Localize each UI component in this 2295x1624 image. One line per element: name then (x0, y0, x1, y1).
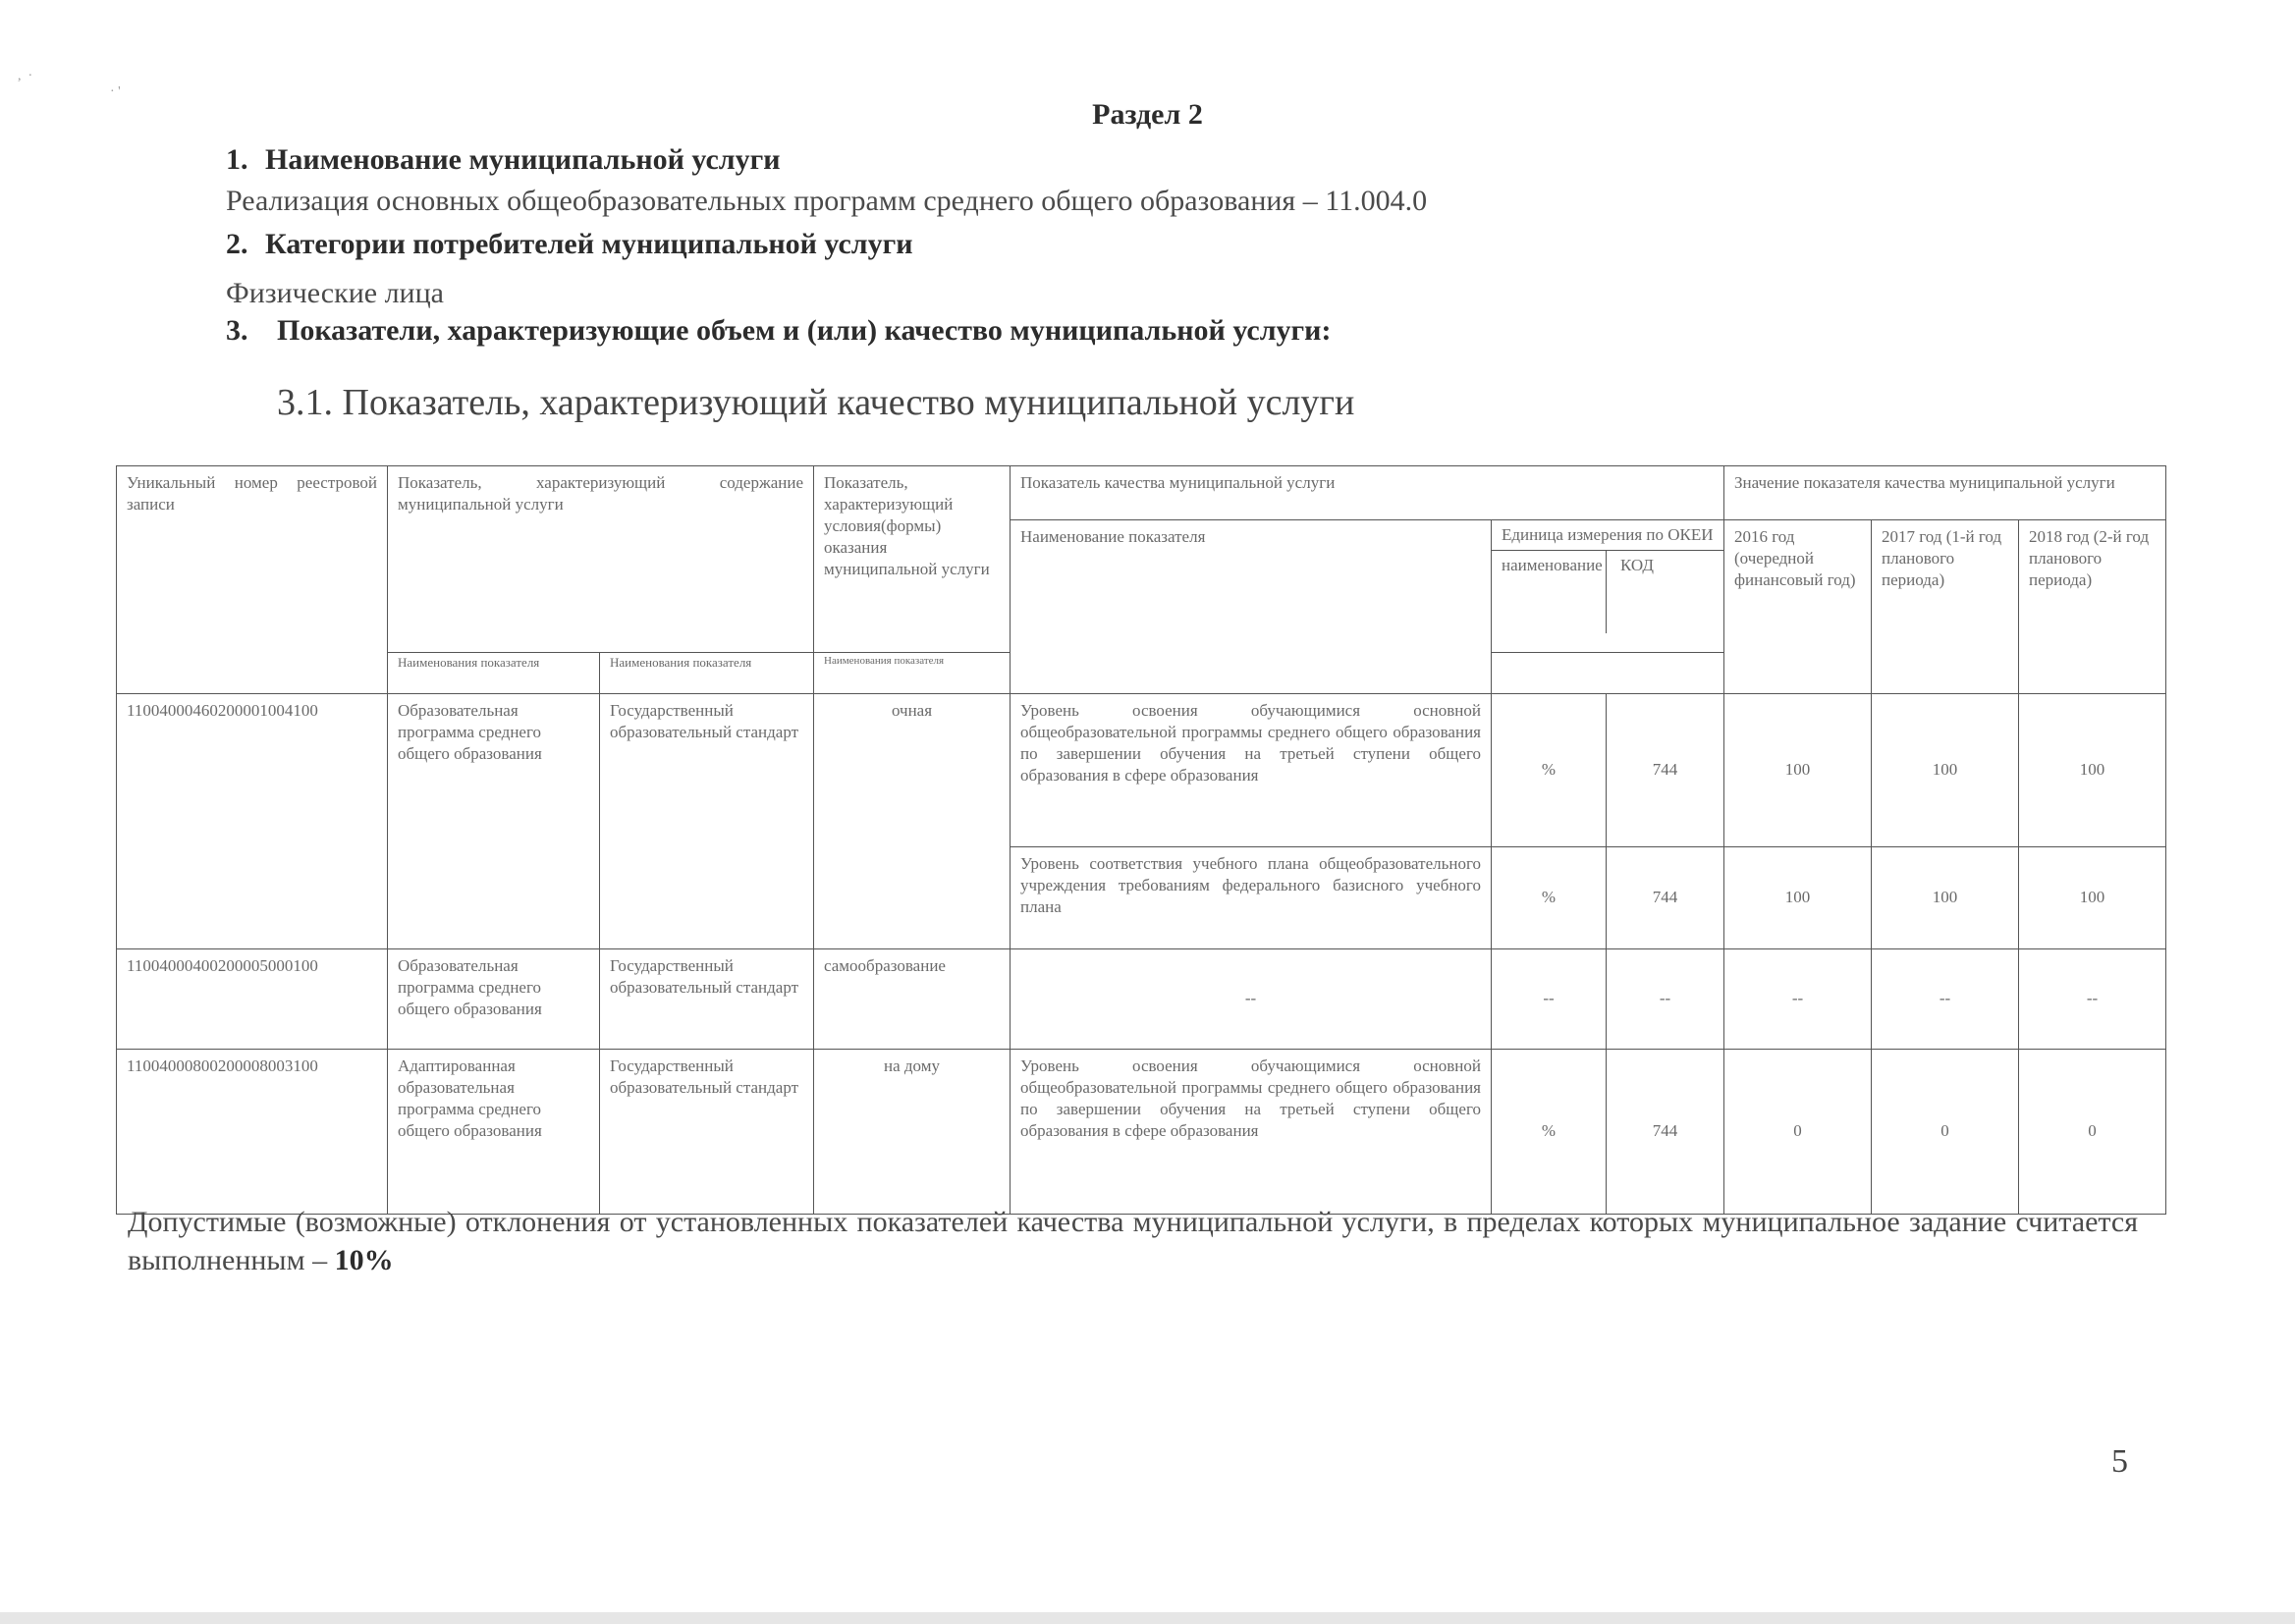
header-unit-okei: Единица измерения по ОКЕИ (1492, 520, 1723, 551)
header-quality-value: Значение показателя качества муниципальной услуги (1724, 466, 2166, 520)
scan-edge (0, 1612, 2295, 1624)
registry-number: 11004000460200001004100 (117, 694, 388, 949)
value-2018: 100 (2019, 847, 2166, 949)
indicator-name: Уровень освоения обучающимися основной общеобразовательной программы среднего общего образования по завершении обучения на третьей ступени общего образования в сфере образования (1011, 694, 1492, 847)
value-2018: -- (2019, 949, 2166, 1050)
indicator-name: Уровень освоения обучающимися основной общеобразовательной программы среднего общего образования по завершении обучения на третьей ступени общего образования в сфере образования (1011, 1050, 1492, 1215)
item-number: 2. (226, 228, 248, 260)
form-name: очная (814, 694, 1011, 949)
value-2017: 0 (1872, 1050, 2019, 1215)
quality-indicators-table (116, 465, 2166, 1215)
item-title: Наименование муниципальной услуги (265, 143, 781, 176)
header-unit-group (1492, 520, 1724, 653)
standard-name: Государственный образовательный стандарт (600, 1050, 814, 1215)
unit-name: % (1492, 847, 1607, 949)
deviation-value: 10% (334, 1244, 394, 1276)
item-number: 1. (226, 143, 248, 176)
item-3-heading (226, 314, 1331, 348)
value-2018: 0 (2019, 1050, 2166, 1215)
header-content-indicator: Показатель, характеризующий содержание муниципальной услуги (388, 466, 814, 653)
deviation-note (128, 1203, 2138, 1279)
table-row (117, 949, 2166, 1050)
header-year-2018: 2018 год (2-й год планового периода) (2019, 520, 2166, 694)
program-name: Адаптированная образовательная программа среднего общего образования (388, 1050, 600, 1215)
value-2016: 100 (1724, 847, 1872, 949)
form-name: на дому (814, 1050, 1011, 1215)
value-2016: -- (1724, 949, 1872, 1050)
indicator-name: Уровень соответствия учебного плана общеобразовательного учреждения требованиям федерального базисного учебного плана (1011, 847, 1492, 949)
value-2017: -- (1872, 949, 2019, 1050)
consumer-category: Физические лица (226, 277, 444, 309)
header-sub-name-2: Наименования показателя (600, 653, 814, 694)
table-row (117, 1050, 2166, 1215)
header-unit-name: наименование (1492, 551, 1607, 633)
unit-code: 744 (1607, 1050, 1724, 1215)
header-sub-name-1: Наименования показателя (388, 653, 600, 694)
unit-code: 744 (1607, 847, 1724, 949)
table-row (117, 694, 2166, 847)
indicator-name: -- (1011, 949, 1492, 1050)
header-indicator-name: Наименование показателя (1011, 520, 1492, 694)
item-title: Показатели, характеризующие объем и (или) качество муниципальной услуги: (277, 314, 1332, 347)
unit-name: -- (1492, 949, 1607, 1050)
header-unit-subcols (1492, 551, 1723, 633)
program-name: Образовательная программа среднего общего образования (388, 694, 600, 949)
header-year-2016: 2016 год (очередной финансовый год) (1724, 520, 1872, 694)
item-1-heading (226, 143, 781, 177)
page-number: 5 (2111, 1443, 2128, 1480)
unit-name: % (1492, 694, 1607, 847)
form-name: самообразование (814, 949, 1011, 1050)
value-2018: 100 (2019, 694, 2166, 847)
header-quality-indicator: Показатель качества муниципальной услуги (1011, 466, 1724, 520)
standard-name: Государственный образовательный стандарт (600, 949, 814, 1050)
scan-artifact: , · (18, 69, 33, 83)
header-year-2017: 2017 год (1-й год планового периода) (1872, 520, 2019, 694)
registry-number: 11004000400200005000100 (117, 949, 388, 1050)
header-unit-spacer (1492, 653, 1724, 694)
header-unique-number: Уникальный номер реестровой записи (117, 466, 388, 694)
unit-code: -- (1607, 949, 1724, 1050)
deviation-text: Допустимые (возможные) отклонения от установленных показателей качества муниципальной услуги, в пределах которых муниципальное задание считается выполненным – (128, 1206, 2138, 1276)
item-number: 3. (226, 314, 248, 347)
scan-artifact: · ' (110, 84, 121, 99)
item-title: Категории потребителей муниципальной услуги (265, 228, 913, 260)
subsection-title: 3.1. Показатель, характеризующий качество муниципальной услуги (277, 382, 1355, 423)
value-2017: 100 (1872, 847, 2019, 949)
section-title: Раздел 2 (1092, 98, 1203, 131)
unit-code: 744 (1607, 694, 1724, 847)
standard-name: Государственный образовательный стандарт (600, 694, 814, 949)
program-name: Образовательная программа среднего общего образования (388, 949, 600, 1050)
value-2016: 0 (1724, 1050, 1872, 1215)
header-unit-code: КОД (1620, 556, 1654, 575)
value-2016: 100 (1724, 694, 1872, 847)
header-row (117, 466, 2166, 520)
header-condition-indicator: Показатель, характеризующий условия(формы) оказания муниципальной услуги (814, 466, 1011, 653)
service-name: Реализация основных общеобразовательных программ среднего общего образования – 11.004.0 (226, 185, 1428, 217)
item-2-heading (226, 228, 913, 261)
unit-name: % (1492, 1050, 1607, 1215)
value-2017: 100 (1872, 694, 2019, 847)
header-sub-name-3: Наименования показателя (814, 653, 1011, 694)
registry-number: 11004000800200008003100 (117, 1050, 388, 1215)
